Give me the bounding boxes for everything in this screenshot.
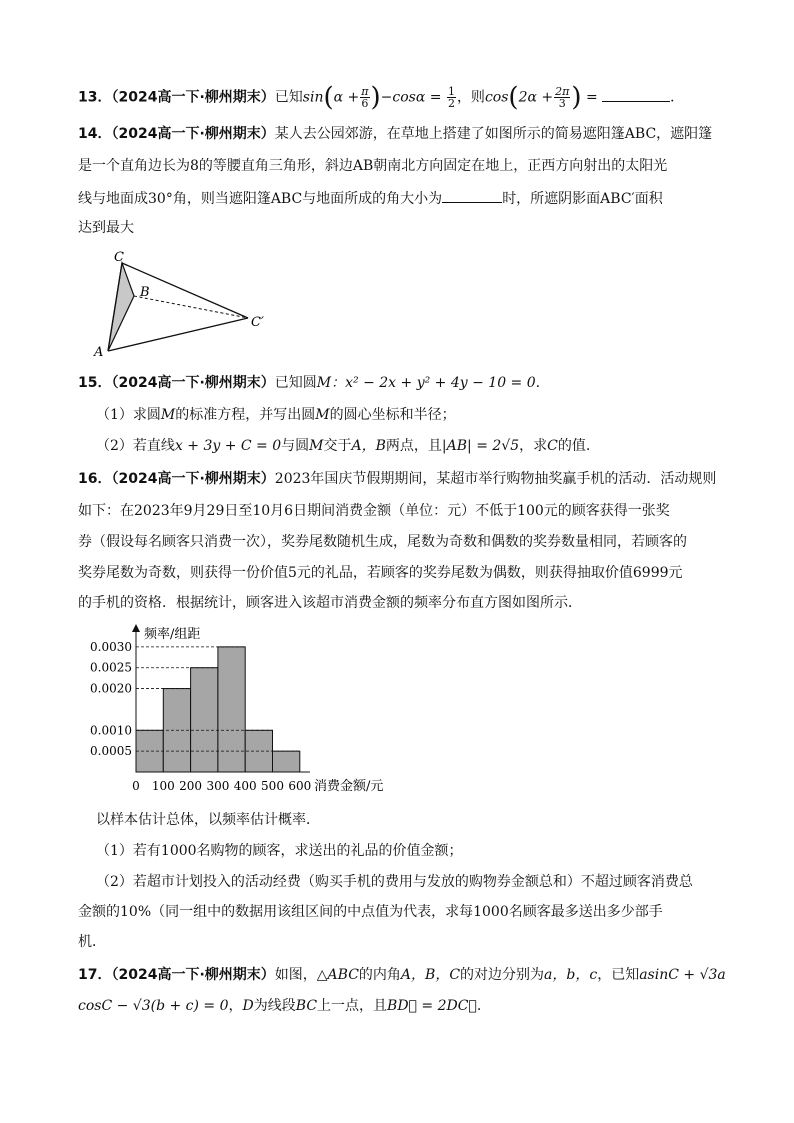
hist-y-tick-label: 0.0025	[90, 660, 132, 675]
hist-bar	[136, 730, 163, 772]
hist-y-tick-label: 0.0010	[90, 723, 132, 738]
question-13: 13．（2024高一下·柳州期末）已知sin(α + $\frac{\pi}{6}$ )−cosα = $\frac{1}{2}$ ，则cos(2α + $\frac{2\pi}{3}$ ) = ．	[78, 82, 685, 113]
hist-bar	[191, 668, 218, 772]
q14-number: 14．	[78, 126, 112, 142]
q13-source: （2024高一下·柳州期末）	[111, 89, 275, 106]
q13-number: 13．	[78, 89, 112, 106]
q17-line-1: 17．（2024高一下·柳州期末）如图，△ABC的内角A，B，C的对边分别为a，b，c，已知asinC + √3a	[78, 967, 726, 983]
q13-end: ．	[670, 89, 685, 106]
q13-frac-pi-6: $\frac{\pi}{6}$	[361, 85, 369, 110]
q15-equation: M：x² − 2x + y² + 4y − 10 = 0.	[316, 375, 541, 391]
q13-answer-blank[interactable]	[602, 87, 670, 102]
q17-number: 17．	[78, 967, 112, 983]
q16-part-2-cont: 金额的10%（同一组中的数据用该组区间的中点值为代表，求每1000名顾客最多送出多少部手	[78, 904, 663, 920]
q14-line-2: 是一个直角边长为8的等腰直角三角形，斜边AB朝南北方向固定在地上，正西方向射出的太阳光	[78, 158, 668, 174]
q16-line-1: 16．（2024高一下·柳州期末）2023年国庆节假期期间，某超市举行购物抽奖赢手机的活动．活动规则	[78, 471, 717, 487]
q16-part-2-end: 机．	[78, 934, 106, 950]
q13-frac-1-2: $\frac{1}{2}$	[447, 85, 455, 110]
hist-x-tick-label: 0	[132, 779, 140, 793]
hist-y-tick-label: 0.0030	[90, 639, 132, 654]
q14-shaded-face	[108, 263, 134, 351]
q17-source: （2024高一下·柳州期末）	[111, 967, 275, 983]
hist-bar	[218, 647, 245, 772]
hist-x-tick-label: 400	[233, 779, 257, 793]
q16-part-1: （1）若有1000名购物的顾客，求送出的礼品的价值金额；	[96, 843, 463, 859]
q13-cos: cos	[484, 89, 509, 106]
q13-eq: =	[585, 89, 598, 106]
hist-y-label: 频率/组距	[144, 627, 201, 642]
hist-bar	[273, 751, 300, 772]
q14-edge-ac	[108, 318, 248, 351]
q14-line-3: 线与地面成30°角，则当遮阳篷ABC与地面所成的角大小为 时，所遮阴影面ABC′面积	[78, 188, 718, 209]
q14-label-c: C	[114, 250, 124, 265]
q14-figure	[88, 248, 278, 366]
q16-line-5: 的手机的资格．根据统计，顾客进入该超市消费金额的频率分布直方图如图所示．	[78, 595, 582, 611]
q14-label-b: B	[140, 285, 150, 300]
q14-line-4: 达到最大	[78, 220, 134, 236]
hist-x-label: 消费金额/元	[314, 779, 384, 794]
hist-x-tick-label: 200	[179, 779, 203, 793]
hist-x-tick-label: 300	[206, 779, 230, 793]
q15-part-2: （2）若直线x + 3y + C = 0与圆M交于A，B两点，且|AB| = 2√5，求C的值.	[96, 438, 591, 454]
q17-line-2: cosC − √3(b + c) = 0，D为线段BC上一点，且BD⃗ = 2DC⃗.	[78, 998, 482, 1014]
q16-histogram	[88, 622, 408, 800]
hist-x-tick-label: 500	[261, 779, 284, 793]
q14-label-cprime: C′	[251, 315, 264, 330]
q14-text-1: 某人去公园郊游，在草地上搭建了如图所示的简易遮阳篷ABC，遮阳篷	[274, 126, 713, 142]
q13-then: ，则	[456, 89, 485, 106]
hist-x-tick-label: 600	[288, 779, 312, 793]
q15-number: 15．	[78, 375, 112, 391]
q13-frac-2pi-3: $\frac{2\pi}{3}$	[555, 85, 570, 110]
q13-minus-cos: −cosα =	[380, 89, 442, 106]
hist-y-tick-label: 0.0005	[90, 744, 132, 759]
q16-line-4: 奖券尾数为奇数，则获得一份价值5元的礼品，若顾客的奖券尾数为偶数，则获得抽取价值6999元	[78, 565, 683, 581]
q14-edge-bc-dashed	[134, 296, 248, 318]
hist-x-tick-label: 100	[151, 779, 175, 793]
q16-part-2: （2）若超市计划投入的活动经费（购买手机的费用与发放的购物券金额总和）不超过顾客消费总	[96, 874, 693, 890]
q15-part-1: （1）求圆M的标准方程，并写出圆M的圆心坐标和半径；	[96, 407, 456, 423]
q15-line-1: 15．（2024高一下·柳州期末）已知圆M：x² − 2x + y² + 4y − 10 = 0.	[78, 375, 541, 391]
q16-source: （2024高一下·柳州期末）	[111, 471, 275, 487]
q14-label-a: A	[94, 345, 104, 360]
q13-two-alpha-plus: 2α +	[518, 89, 554, 106]
q16-number: 16．	[78, 471, 112, 487]
q13-sin: sin	[302, 89, 324, 106]
q16-line-3: 券（假设每名顾客只消费一次），奖券尾数随机生成，尾数为奇数和偶数的奖券数量相同，若顾客的	[78, 534, 687, 550]
q13-text: 已知	[274, 89, 303, 106]
q14-line-1	[78, 124, 718, 144]
q16-line-2: 如下：在2023年9月29日至10月6日期间消费金额（单位：元）不低于100元的顾客获得一张奖	[78, 503, 670, 519]
q14-source: （2024高一下·柳州期末）	[111, 126, 275, 142]
q15-source: （2024高一下·柳州期末）	[111, 375, 275, 391]
q16-after-text: 以样本估计总体，以频率估计概率．	[96, 812, 320, 828]
q14-answer-blank[interactable]	[442, 188, 502, 203]
q13-alpha-plus: α +	[333, 89, 360, 106]
hist-y-tick-label: 0.0020	[90, 681, 132, 696]
